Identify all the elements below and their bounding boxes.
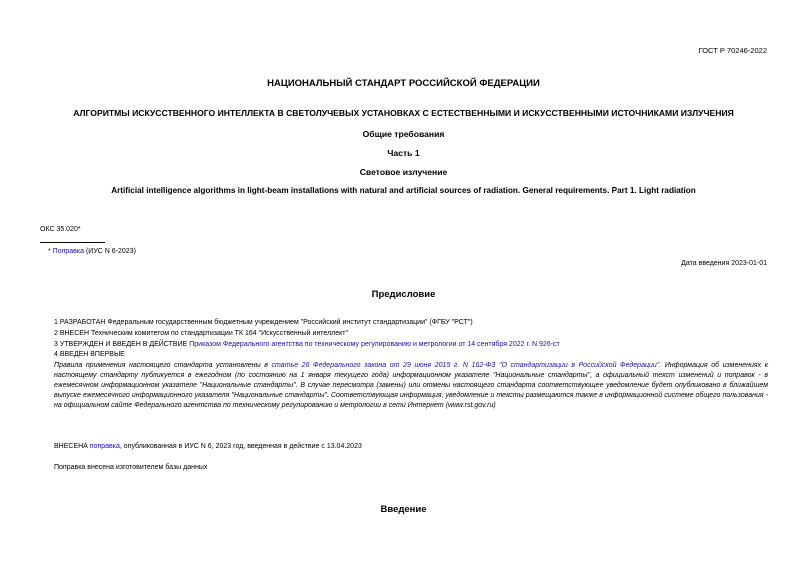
amendment-prefix: ВНЕСЕНА <box>54 443 90 450</box>
foreword-item-2: 2 ВНЕСЕН Техническим комитетом по стандартизации ТК 164 "Искусственный интеллект" <box>54 330 348 337</box>
foreword-item-1: 1 РАЗРАБОТАН Федеральным государственным бюджетным учреждением "Российский институт стандартизации" (ФГБУ "РСТ") <box>54 319 473 326</box>
rules-prefix: Правила применения настоящего стандарта установлены в <box>54 362 272 369</box>
part-title: Световое излучение <box>359 167 448 177</box>
part-number: Часть 1 <box>387 148 420 158</box>
amendment-db-note: Поправка внесена изготовителем базы данных <box>54 464 208 471</box>
subtitle: Общие требования <box>362 129 445 139</box>
footnote <box>48 248 136 255</box>
rules-rest: . Информация об изменениях к настоящему стандарту публикуется в ежегодном (по состоянию на 1 января текущего года) информационном указателе "Национальные стандарты", а официальный текст изменений и поправок - в ежемесячном информационном указателе "Национальные стандарты". В случае пересмотра (замены) или отмены настоящего стандарта соответствующее уведомление будет опубликовано в ближайшем выпуске ежемесячного информационного указателя "Национальные стандарты". Соответствующая информация, уведомление и тексты размещаются также в информационной системе общего пользования - на официальном сайте Федерального агентства по техническому регулированию и метрологии в сети Интернет (www.rst.gov.ru) <box>54 362 768 409</box>
national-standard-heading: НАЦИОНАЛЬНЫЙ СТАНДАРТ РОССИЙСКОЙ ФЕДЕРАЦИИ <box>267 78 540 89</box>
intro-date: Дата введения 2023-01-01 <box>681 260 767 267</box>
application-rules-paragraph <box>54 361 768 411</box>
federal-law-link[interactable]: статье 26 Федерального закона от 29 июня 2015 г. N 162-ФЗ "О стандартизации в Российской Федерации" <box>271 362 660 369</box>
document-number: ГОСТ Р 70246-2022 <box>698 46 767 55</box>
footnote-amendment-link[interactable]: Поправка <box>52 248 85 255</box>
footnote-star: * <box>48 248 53 255</box>
footnote-divider <box>40 242 105 243</box>
english-title: Artificial intelligence algorithms in light-beam installations with natural and artificial sources of radiation. General requirements. Part 1. Light radiation <box>111 186 696 195</box>
main-title: АЛГОРИТМЫ ИСКУССТВЕННОГО ИНТЕЛЛЕКТА В СВЕТОЛУЧЕВЫХ УСТАНОВКАХ С ЕСТЕСТВЕННЫМИ И ИСКУССТВЕННЫМИ ИСТОЧНИКАМИ ИЗЛУЧЕНИЯ <box>73 108 734 118</box>
amendment-rest: , опубликованная в ИУС N 6, 2023 год, введенная в действие с 13.04.2023 <box>119 443 362 450</box>
foreword-item-3-prefix: 3 УТВЕРЖДЕН И ВВЕДЕН В ДЕЙСТВИЕ <box>54 341 190 348</box>
oks-code: ОКС 35.020* <box>40 226 81 233</box>
amendment-link[interactable]: поправка <box>89 443 120 450</box>
order-link[interactable]: Приказом Федерального агентства по техническому регулированию и метрологии от 14 сентября 2022 г. N 926-ст <box>189 341 560 348</box>
footnote-rest: (ИУС N 6-2023) <box>84 248 136 255</box>
introduction-heading: Введение <box>380 504 427 515</box>
foreword-item-4: 4 ВВЕДЕН ВПЕРВЫЕ <box>54 351 125 358</box>
amendment-note <box>54 443 362 450</box>
foreword-heading: Предисловие <box>371 289 436 300</box>
foreword-item-3 <box>54 340 560 350</box>
